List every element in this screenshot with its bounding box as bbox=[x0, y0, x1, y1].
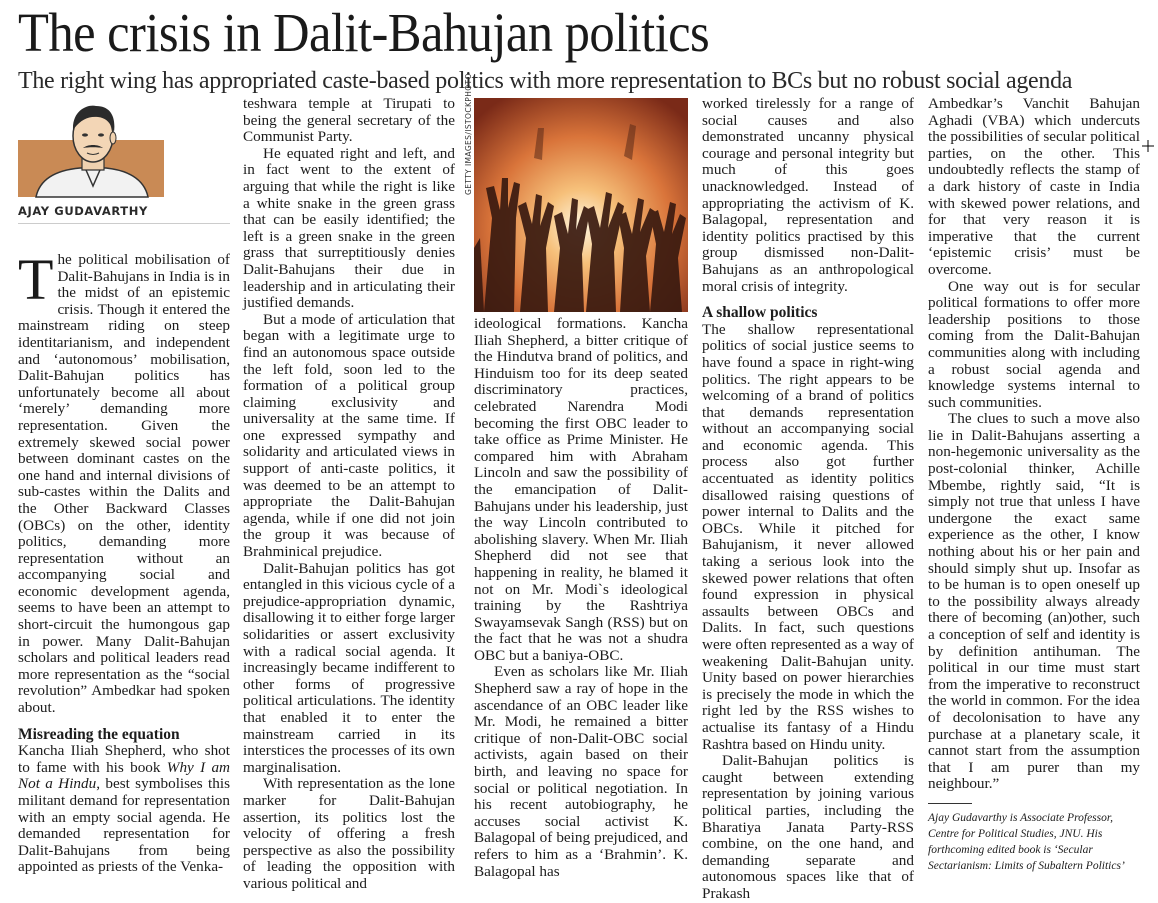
paragraph: Dalit-Bahujan politics has got entangled in this vicious cycle of a prejudice-appropriation dynamic, disallowing it to either forge larger solidarities or assert exclusivity with a radical social agenda. It increasingly became indifferent to other forms of progressive political articulations. The identity that enabled it to enter the mainstream carried in its interstices the processes of its own marginalisation. bbox=[243, 559, 455, 776]
book-title: Why I am Not a Hindu bbox=[18, 758, 231, 793]
paragraph: The political mobilisation of Dalit-Bahujans in India is in the midst of an epistemic crisis. Though it entered the mainstream riding on steep identitarianism, and independent and ‘autonomous’ mobilisation, Dalit-Bahujan politics has unfortunately become all about ‘merely’ demanding more representation. Given the extremely skewed social power between dominant castes on the one hand and internal divisions of sub-castes within the Dalits and the Other Backward Classes (OBCs) on the other, identity politics, demanding more representation without an accompanying social and economic development agenda, seems to have been an attempt to short-circuit the humongous gap in power. Many Dalit-Bahujan scholars and political leaders read more representation as the “social revolution” Ambedkar had spoken about. bbox=[18, 247, 230, 717]
crop-mark-icon bbox=[1142, 140, 1154, 152]
byline: AJAY GUDAVARTHY bbox=[18, 204, 148, 218]
paragraph: teshwara temple at Tirupati to being the general secretary of the Communist Party. bbox=[243, 95, 455, 146]
author-portrait bbox=[18, 100, 164, 197]
paragraph: Ambedkar’s Vanchit Bahujan Aghadi (VBA) which undercuts the possibilities of secular political parties, on the other. This undoubtedly reflects the stamp of a dark history of caste in India with skewed power relations, and for that very reason it is imperative that the current ‘epistemic crisis’ must be overcome. bbox=[928, 95, 1140, 278]
deck: The right wing has appropriated caste-based politics with more representation to BCs but no robust social agenda bbox=[18, 68, 1073, 94]
paragraph: Dalit-Bahujan politics is caught between extending representation by joining various political parties, including the Bharatiya Janata Party-RSS combine, on the one hand, and demanding separate and autonomous spaces like that of Prakash bbox=[702, 752, 914, 902]
paragraph: ideological formations. Kancha Iliah Shepherd, a bitter critique of the Hindutva brand of politics, and Hinduism too for its deep seated discriminatory practices, celebrated Narendra Modi becoming the first OBC leader to take office as Prime Minister. He compared him with Abraham Lincoln and saw the possibility of the emancipation of Dalit-Bahujans under his leadership, just the way Lincoln contributed to abolishing slavery. When Mr. Iliah Shepherd did not see that happening in reality, he blamed it not on Mr. Modi`s ideological training by the Rashtriya Swayamsevak Sangh (RSS) but on the fact that he was not a shudra OBC but a baniya-OBC. bbox=[474, 315, 688, 664]
paragraph: He equated right and left, and in fact went to the extent of arguing that while the right is like a white snake in the green grass that can be easily identified; the left is a green snake in the green grass that surreptitiously denies Dalit-Bahujans their due in leadership and in articulating their justified demands. bbox=[243, 144, 455, 312]
headline: The crisis in Dalit-Bahujan politics bbox=[18, 2, 710, 63]
column-5 bbox=[928, 95, 1140, 872]
column-1 bbox=[18, 247, 231, 876]
paragraph: But a mode of articulation that began with a legitimate urge to find an autonomous space outside the left fold, soon led to the formation of a political group claiming exclusivity and universality at the same time. If one expressed sympathy and solidarity and articulated views in support of anti-caste politics, it was deemed to be an attempt to appropriate the Dalit-Bahujan agenda, while if one did not join the group it was because of Brahminical prejudice. bbox=[243, 310, 455, 561]
dropcap: T bbox=[18, 247, 54, 312]
photo-credit: GETTY IMAGES/ISTOCKPHOTO bbox=[464, 73, 473, 195]
paragraph: Kancha Iliah Shepherd, who shot to fame with his book Why I am Not a Hindu, best symbolises this militant demand for representation with an empty social agenda. He demanded representation for Dalit-Bahujans from being appointed as priests of the Venka- bbox=[18, 742, 231, 876]
column-4 bbox=[702, 95, 914, 902]
paragraph: worked tirelessly for a range of social causes and also demonstrated uncanny physical courage and personal integrity but much of this goes unacknowledged. Instead of appropriating the activism of K. Balagopal, representation and identity politics practised by this group dismissed non-Dalit-Bahujans as an anthropological moral crisis of integrity. bbox=[702, 95, 914, 295]
subhead: A shallow politics bbox=[702, 304, 818, 322]
author-note: Ajay Gudavarthy is Associate Professor, Centre for Political Studies, JNU. His forthcoming edited book is ‘Secular Sectarianism: Limits of Subaltern Politics’ bbox=[928, 811, 1125, 872]
author-block bbox=[18, 100, 230, 224]
divider bbox=[928, 803, 972, 804]
paragraph: With representation as the lone marker for Dalit-Bahujan assertion, its politics lost the velocity of offering a fresh perspective as also the possibility of leading the opposition with various political and bbox=[243, 775, 455, 892]
paragraph: The shallow representational politics of social justice seems to have found a space in right-wing politics. The right appears to be welcoming of a brand of politics that demands representation without an accompanying social and economic agenda. This process also got further accentuated as identity politics disallowed raising questions of power internal to Dalits and the OBCs. While it pitched for Bahujanism, it never allowed taking a serious look into the skewed power relations that often found expression in physical assaults between OBCs and Dalits. In fact, such questions were often represented as a way of weakening Dalit-Bahujan unity. Unity based on power hierarchies is precisely the mode in which the right led by the RSS wishes to actualise its fantasy of a Hindu Rashtra based on Hindu unity. bbox=[702, 320, 914, 753]
paragraph: One way out is for secular political formations to offer more leadership positions to those coming from the Dalit-Bahujan communities along with including a robust social agenda and knowledge systems internal to such communities. bbox=[928, 277, 1140, 411]
paragraph: Even as scholars like Mr. Iliah Shepherd saw a ray of hope in the ascendance of an OBC leader like Mr. Modi, he remained a bitter critique of non-Dalit-OBC social activists, again based on their birth, and leaving no space for social or political negotiation. In his recent autobiography, he accuses social activist K. Balagopal of being prejudiced, and refers to him as a ‘Brahmin’. K. Balagopal has bbox=[474, 663, 688, 880]
column-2 bbox=[243, 95, 455, 892]
paragraph: The clues to such a move also lie in Dalit-Bahujans asserting a non-hegemonic universality as the post-colonial thinker, Achille Mbembe, rightly said, “It is simply not true that unless I have undergone the exact same experience as the other, I know nothing about his or her pain and should simply shut up. Insofar as to be human is to open oneself up to the possibility always already there of becoming (an)other, such a conception of self and identity is by definition antihuman. The political in our time must start from the imperative to reconstruct the world in common. For the idea of decolonisation to have any purchase at a planetary scale, it cannot start from the assumption that I am purer than my neighbour.” bbox=[928, 410, 1140, 793]
subhead: Misreading the equation bbox=[18, 725, 180, 743]
article-photo bbox=[474, 98, 688, 312]
column-3 bbox=[474, 315, 688, 880]
